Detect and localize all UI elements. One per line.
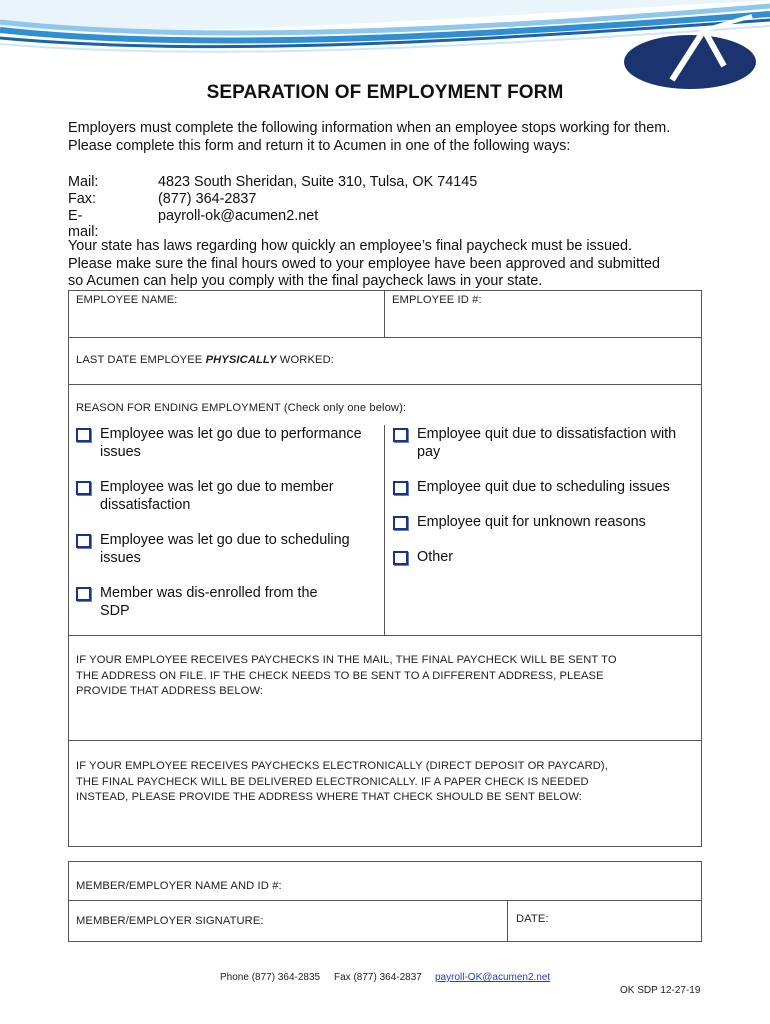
mail-address: 4823 South Sheridan, Suite 310, Tulsa, OK 74145: [158, 174, 478, 190]
reason-text: Employee was let go due to scheduling: [100, 532, 350, 548]
date-field[interactable]: [507, 900, 702, 942]
notice-paragraph: [68, 238, 660, 291]
reason-text: issues: [100, 443, 141, 460]
mail-paycheck-instructions: [76, 653, 617, 700]
notice-line: Please make sure the final hours owed to your employee have been approved and submitted: [68, 255, 660, 272]
notice-line: Your state has laws regarding how quickly an employee’s final paycheck must be issued.: [68, 238, 632, 254]
reason-text: Employee quit due to scheduling issues: [417, 479, 670, 495]
footer-phone: Phone (877) 364-2835: [220, 972, 321, 983]
instruction-line: INSTEAD, PLEASE PROVIDE THE ADDRESS WHERE THAT CHECK SHOULD BE SENT BELOW:: [76, 791, 582, 803]
reason-heading: REASON FOR ENDING EMPLOYMENT (Check only one below):: [76, 402, 407, 414]
last-date-worked-label: [76, 354, 334, 366]
instruction-line: PROVIDE THAT ADDRESS BELOW:: [76, 685, 264, 697]
intro-paragraph: [68, 120, 670, 155]
reason-text: pay: [417, 443, 441, 460]
fax-number: (877) 364-2837: [158, 191, 257, 207]
email-label: E-mail:: [68, 208, 99, 240]
footer-email-link[interactable]: payroll-OK@acumen2.net: [435, 972, 551, 983]
checkbox[interactable]: [76, 481, 91, 495]
reason-text: dissatisfaction: [100, 496, 191, 513]
acumen-logo: [612, 10, 762, 90]
member-signature-label: MEMBER/EMPLOYER SIGNATURE:: [76, 915, 264, 927]
fax-label: Fax:: [68, 191, 96, 207]
reason-text: Employee quit for unknown reasons: [417, 514, 646, 530]
employee-id-field[interactable]: [384, 290, 702, 338]
form-code: OK SDP 12-27-19: [620, 985, 701, 996]
reason-text: Employee quit due to dissatisfaction with: [417, 426, 677, 442]
page-title: SEPARATION OF EMPLOYMENT FORM: [206, 82, 564, 103]
instruction-line: THE ADDRESS ON FILE. IF THE CHECK NEEDS TO BE SENT TO A DIFFERENT ADDRESS, PLEASE: [76, 669, 604, 682]
date-label: DATE:: [516, 913, 549, 925]
mail-address-field[interactable]: [68, 635, 702, 741]
reason-column-divider: [384, 425, 385, 636]
electronic-address-field[interactable]: [68, 740, 702, 847]
last-date-prefix: LAST DATE EMPLOYEE: [76, 354, 206, 366]
employee-name-label: EMPLOYEE NAME:: [76, 294, 178, 306]
reason-text: SDP: [100, 602, 130, 619]
checkbox[interactable]: [393, 551, 408, 565]
physically-emphasis: PHYSICALLY: [205, 354, 277, 366]
electronic-paycheck-instructions: [76, 759, 608, 806]
checkbox[interactable]: [393, 516, 408, 530]
member-name-id-field[interactable]: [68, 861, 702, 901]
checkbox[interactable]: [76, 428, 91, 442]
employee-name-field[interactable]: [68, 290, 385, 338]
checkbox[interactable]: [76, 587, 91, 601]
reason-text: Employee was let go due to member: [100, 479, 334, 495]
intro-line: Employers must complete the following information when an employee stops working for them.: [68, 120, 671, 136]
instruction-line: IF YOUR EMPLOYEE RECEIVES PAYCHECKS IN THE MAIL, THE FINAL PAYCHECK WILL BE SENT TO: [76, 654, 617, 666]
intro-line: Please complete this form and return it to Acumen in one of the following ways:: [68, 137, 571, 154]
checkbox[interactable]: [76, 534, 91, 548]
notice-line: so Acumen can help you comply with the final paycheck laws in your state.: [68, 273, 543, 289]
reason-text: issues: [100, 549, 141, 566]
email-address[interactable]: payroll-ok@acumen2.net: [158, 208, 319, 224]
reason-text: Member was dis-enrolled from the: [100, 585, 318, 601]
member-signature-field[interactable]: [68, 900, 508, 942]
employee-id-label: EMPLOYEE ID #:: [392, 294, 482, 306]
mail-label: Mail:: [68, 174, 99, 190]
reason-text: Employee was let go due to performance: [100, 426, 362, 442]
last-date-worked-field[interactable]: [68, 337, 702, 385]
instruction-line: IF YOUR EMPLOYEE RECEIVES PAYCHECKS ELECTRONICALLY (DIRECT DEPOSIT OR PAYCARD),: [76, 760, 608, 772]
member-name-id-label: MEMBER/EMPLOYER NAME AND ID #:: [76, 880, 282, 892]
last-date-suffix: WORKED:: [276, 354, 334, 366]
instruction-line: THE FINAL PAYCHECK WILL BE DELIVERED ELECTRONICALLY. IF A PAPER CHECK IS NEEDED: [76, 775, 589, 788]
reason-text: Other: [417, 549, 453, 565]
checkbox[interactable]: [393, 481, 408, 495]
footer-fax: Fax (877) 364-2837: [334, 972, 422, 983]
checkbox[interactable]: [393, 428, 408, 442]
